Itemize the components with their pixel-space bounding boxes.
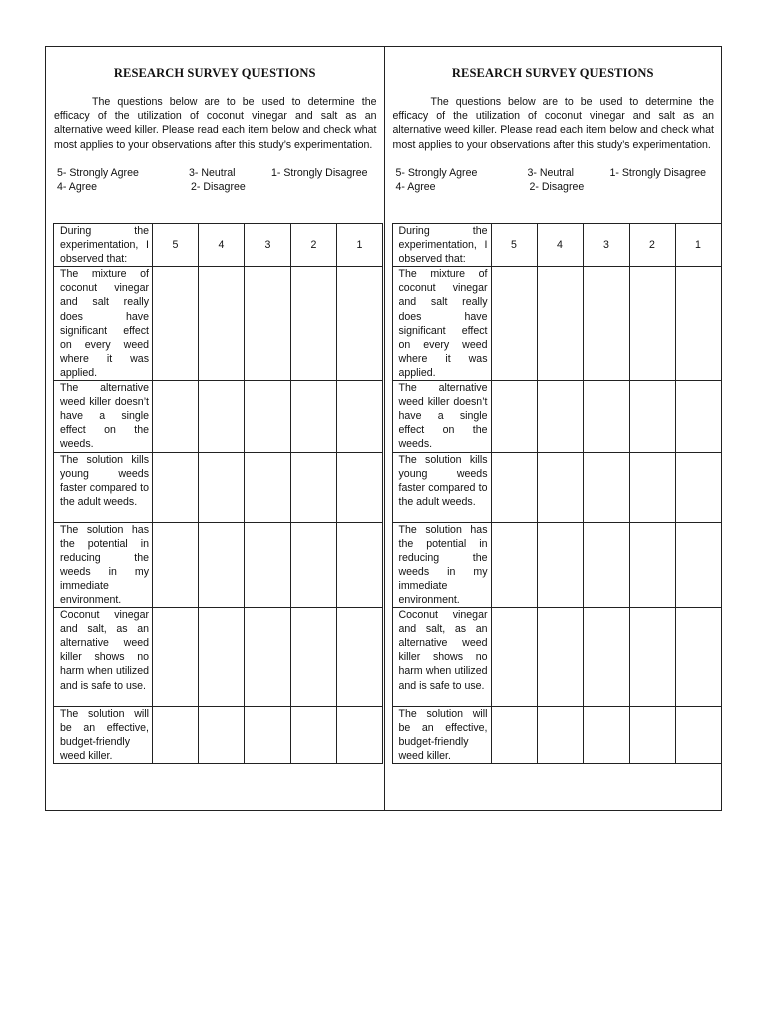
table-row <box>392 452 721 522</box>
row-statement: The solution will be an effective, budget-friendly weed killer. <box>392 707 491 764</box>
table-row <box>54 707 383 764</box>
table-row <box>54 522 383 608</box>
panel-title: RESEARCH SURVEY QUESTIONS <box>113 66 316 80</box>
legend-disagree: 2- Disagree <box>529 180 585 193</box>
rating-cell-3[interactable] <box>583 522 629 608</box>
survey-table <box>53 223 383 764</box>
rating-cell-1[interactable] <box>337 522 383 608</box>
rating-cell-4[interactable] <box>199 522 245 608</box>
table-row <box>54 452 383 522</box>
rating-cell-2[interactable] <box>629 381 675 452</box>
rating-cell-5[interactable] <box>153 522 199 608</box>
rating-cell-2[interactable] <box>291 452 337 522</box>
row-statement: The solution has the potential in reducing the weeds in my immediate environment. <box>54 522 153 608</box>
row-statement: The solution will be an effective, budget-friendly weed killer. <box>54 707 153 764</box>
table-row <box>392 381 721 452</box>
survey-panel-left <box>46 47 384 810</box>
rating-cell-5[interactable] <box>491 452 537 522</box>
rating-cell-2[interactable] <box>629 707 675 764</box>
rating-cell-1[interactable] <box>675 381 721 452</box>
rating-cell-5[interactable] <box>153 608 199 707</box>
row-statement: Coconut vinegar and salt, as an alternative weed killer shows no harm when utilized and is safe to use. <box>54 608 153 707</box>
table-row <box>392 707 721 764</box>
legend-strongly-disagree: 1- Strongly Disagree <box>271 166 368 179</box>
rating-cell-2[interactable] <box>629 608 675 707</box>
rating-cell-5[interactable] <box>491 267 537 381</box>
rating-cell-5[interactable] <box>153 707 199 764</box>
rating-cell-5[interactable] <box>491 381 537 452</box>
rating-cell-2[interactable] <box>291 522 337 608</box>
rating-cell-3[interactable] <box>583 381 629 452</box>
rating-cell-3[interactable] <box>245 707 291 764</box>
header-scale-1: 1 <box>337 224 383 267</box>
survey-sheet <box>45 46 722 811</box>
row-statement: Coconut vinegar and salt, as an alternative weed killer shows no harm when utilized and is safe to use. <box>392 608 491 707</box>
rating-cell-3[interactable] <box>583 267 629 381</box>
rating-cell-4[interactable] <box>199 452 245 522</box>
rating-cell-3[interactable] <box>245 381 291 452</box>
row-statement: The solution kills young weeds faster compared to the adult weeds. <box>54 452 153 522</box>
rating-cell-2[interactable] <box>291 608 337 707</box>
header-scale-3: 3 <box>583 224 629 267</box>
table-header-row <box>54 224 383 267</box>
table-row <box>54 608 383 707</box>
panel-title: RESEARCH SURVEY QUESTIONS <box>451 66 654 80</box>
table-row <box>392 522 721 608</box>
rating-cell-4[interactable] <box>537 452 583 522</box>
rating-cell-1[interactable] <box>675 522 721 608</box>
rating-cell-5[interactable] <box>153 267 199 381</box>
rating-cell-1[interactable] <box>675 608 721 707</box>
row-statement: The mixture of coconut vinegar and salt really does have significant effect on every weed where it was applied. <box>54 267 153 381</box>
header-scale-2: 2 <box>629 224 675 267</box>
rating-cell-3[interactable] <box>583 707 629 764</box>
survey-table <box>392 223 722 764</box>
rating-cell-4[interactable] <box>199 267 245 381</box>
header-scale-5: 5 <box>153 224 199 267</box>
rating-cell-4[interactable] <box>199 707 245 764</box>
rating-cell-3[interactable] <box>245 608 291 707</box>
header-scale-2: 2 <box>291 224 337 267</box>
rating-legend <box>52 166 378 194</box>
header-scale-4: 4 <box>537 224 583 267</box>
rating-legend <box>391 166 716 194</box>
header-scale-1: 1 <box>675 224 721 267</box>
rating-cell-5[interactable] <box>153 452 199 522</box>
row-statement: The solution has the potential in reducing the weeds in my immediate environment. <box>392 522 491 608</box>
rating-cell-3[interactable] <box>583 452 629 522</box>
rating-cell-3[interactable] <box>245 452 291 522</box>
rating-cell-2[interactable] <box>291 267 337 381</box>
rating-cell-3[interactable] <box>245 267 291 381</box>
rating-cell-4[interactable] <box>537 707 583 764</box>
rating-cell-2[interactable] <box>291 707 337 764</box>
legend-strongly-disagree: 1- Strongly Disagree <box>609 166 707 179</box>
header-scale-3: 3 <box>245 224 291 267</box>
intro-paragraph: The questions below are to be used to determine the efficacy of the utilization of coconut vinegar and salt as an alternative weed killer. Please read each item below and check what most applies to your observations after this study’s experimentation. <box>54 96 377 151</box>
rating-cell-4[interactable] <box>537 608 583 707</box>
rating-cell-2[interactable] <box>291 381 337 452</box>
table-header-row <box>392 224 721 267</box>
row-statement: The solution kills young weeds faster compared to the adult weeds. <box>392 452 491 522</box>
rating-cell-4[interactable] <box>537 522 583 608</box>
table-row <box>54 267 383 381</box>
header-scale-5: 5 <box>491 224 537 267</box>
rating-cell-4[interactable] <box>537 381 583 452</box>
legend-strongly-agree: 5- Strongly Agree <box>395 166 478 179</box>
legend-neutral: 3- Neutral <box>527 166 575 179</box>
header-statement: During the experimentation, I observed that: <box>54 224 153 267</box>
table-row <box>392 608 721 707</box>
rating-cell-1[interactable] <box>337 608 383 707</box>
rating-cell-4[interactable] <box>199 608 245 707</box>
header-scale-4: 4 <box>199 224 245 267</box>
rating-cell-5[interactable] <box>491 522 537 608</box>
legend-neutral: 3- Neutral <box>189 166 236 179</box>
header-statement: During the experimentation, I observed that: <box>392 224 491 267</box>
rating-cell-5[interactable] <box>491 707 537 764</box>
rating-cell-4[interactable] <box>537 267 583 381</box>
rating-cell-1[interactable] <box>337 267 383 381</box>
table-row <box>54 381 383 452</box>
table-row <box>392 267 721 381</box>
rating-cell-4[interactable] <box>199 381 245 452</box>
row-statement: The alternative weed killer doesn’t have a single effect on the weeds. <box>392 381 491 452</box>
legend-strongly-agree: 5- Strongly Agree <box>57 166 139 179</box>
rating-cell-2[interactable] <box>629 522 675 608</box>
rating-cell-2[interactable] <box>629 452 675 522</box>
row-statement: The mixture of coconut vinegar and salt really does have significant effect on every weed where it was applied. <box>392 267 491 381</box>
rating-cell-1[interactable] <box>675 452 721 522</box>
legend-agree: 4- Agree <box>395 180 436 193</box>
rating-cell-2[interactable] <box>629 267 675 381</box>
rating-cell-1[interactable] <box>675 707 721 764</box>
legend-disagree: 2- Disagree <box>191 180 246 193</box>
rating-cell-1[interactable] <box>337 381 383 452</box>
survey-panel-right <box>384 47 722 810</box>
rating-cell-5[interactable] <box>491 608 537 707</box>
rating-cell-3[interactable] <box>583 608 629 707</box>
rating-cell-1[interactable] <box>337 707 383 764</box>
rating-cell-3[interactable] <box>245 522 291 608</box>
rating-cell-1[interactable] <box>337 452 383 522</box>
intro-paragraph: The questions below are to be used to determine the efficacy of the utilization of coconut vinegar and salt as an alternative weed killer. Please read each item below and check what most applies to your observations after this study’s experimentation. <box>392 96 714 151</box>
row-statement: The alternative weed killer doesn’t have a single effect on the weeds. <box>54 381 153 452</box>
legend-agree: 4- Agree <box>57 180 98 193</box>
rating-cell-5[interactable] <box>153 381 199 452</box>
rating-cell-1[interactable] <box>675 267 721 381</box>
